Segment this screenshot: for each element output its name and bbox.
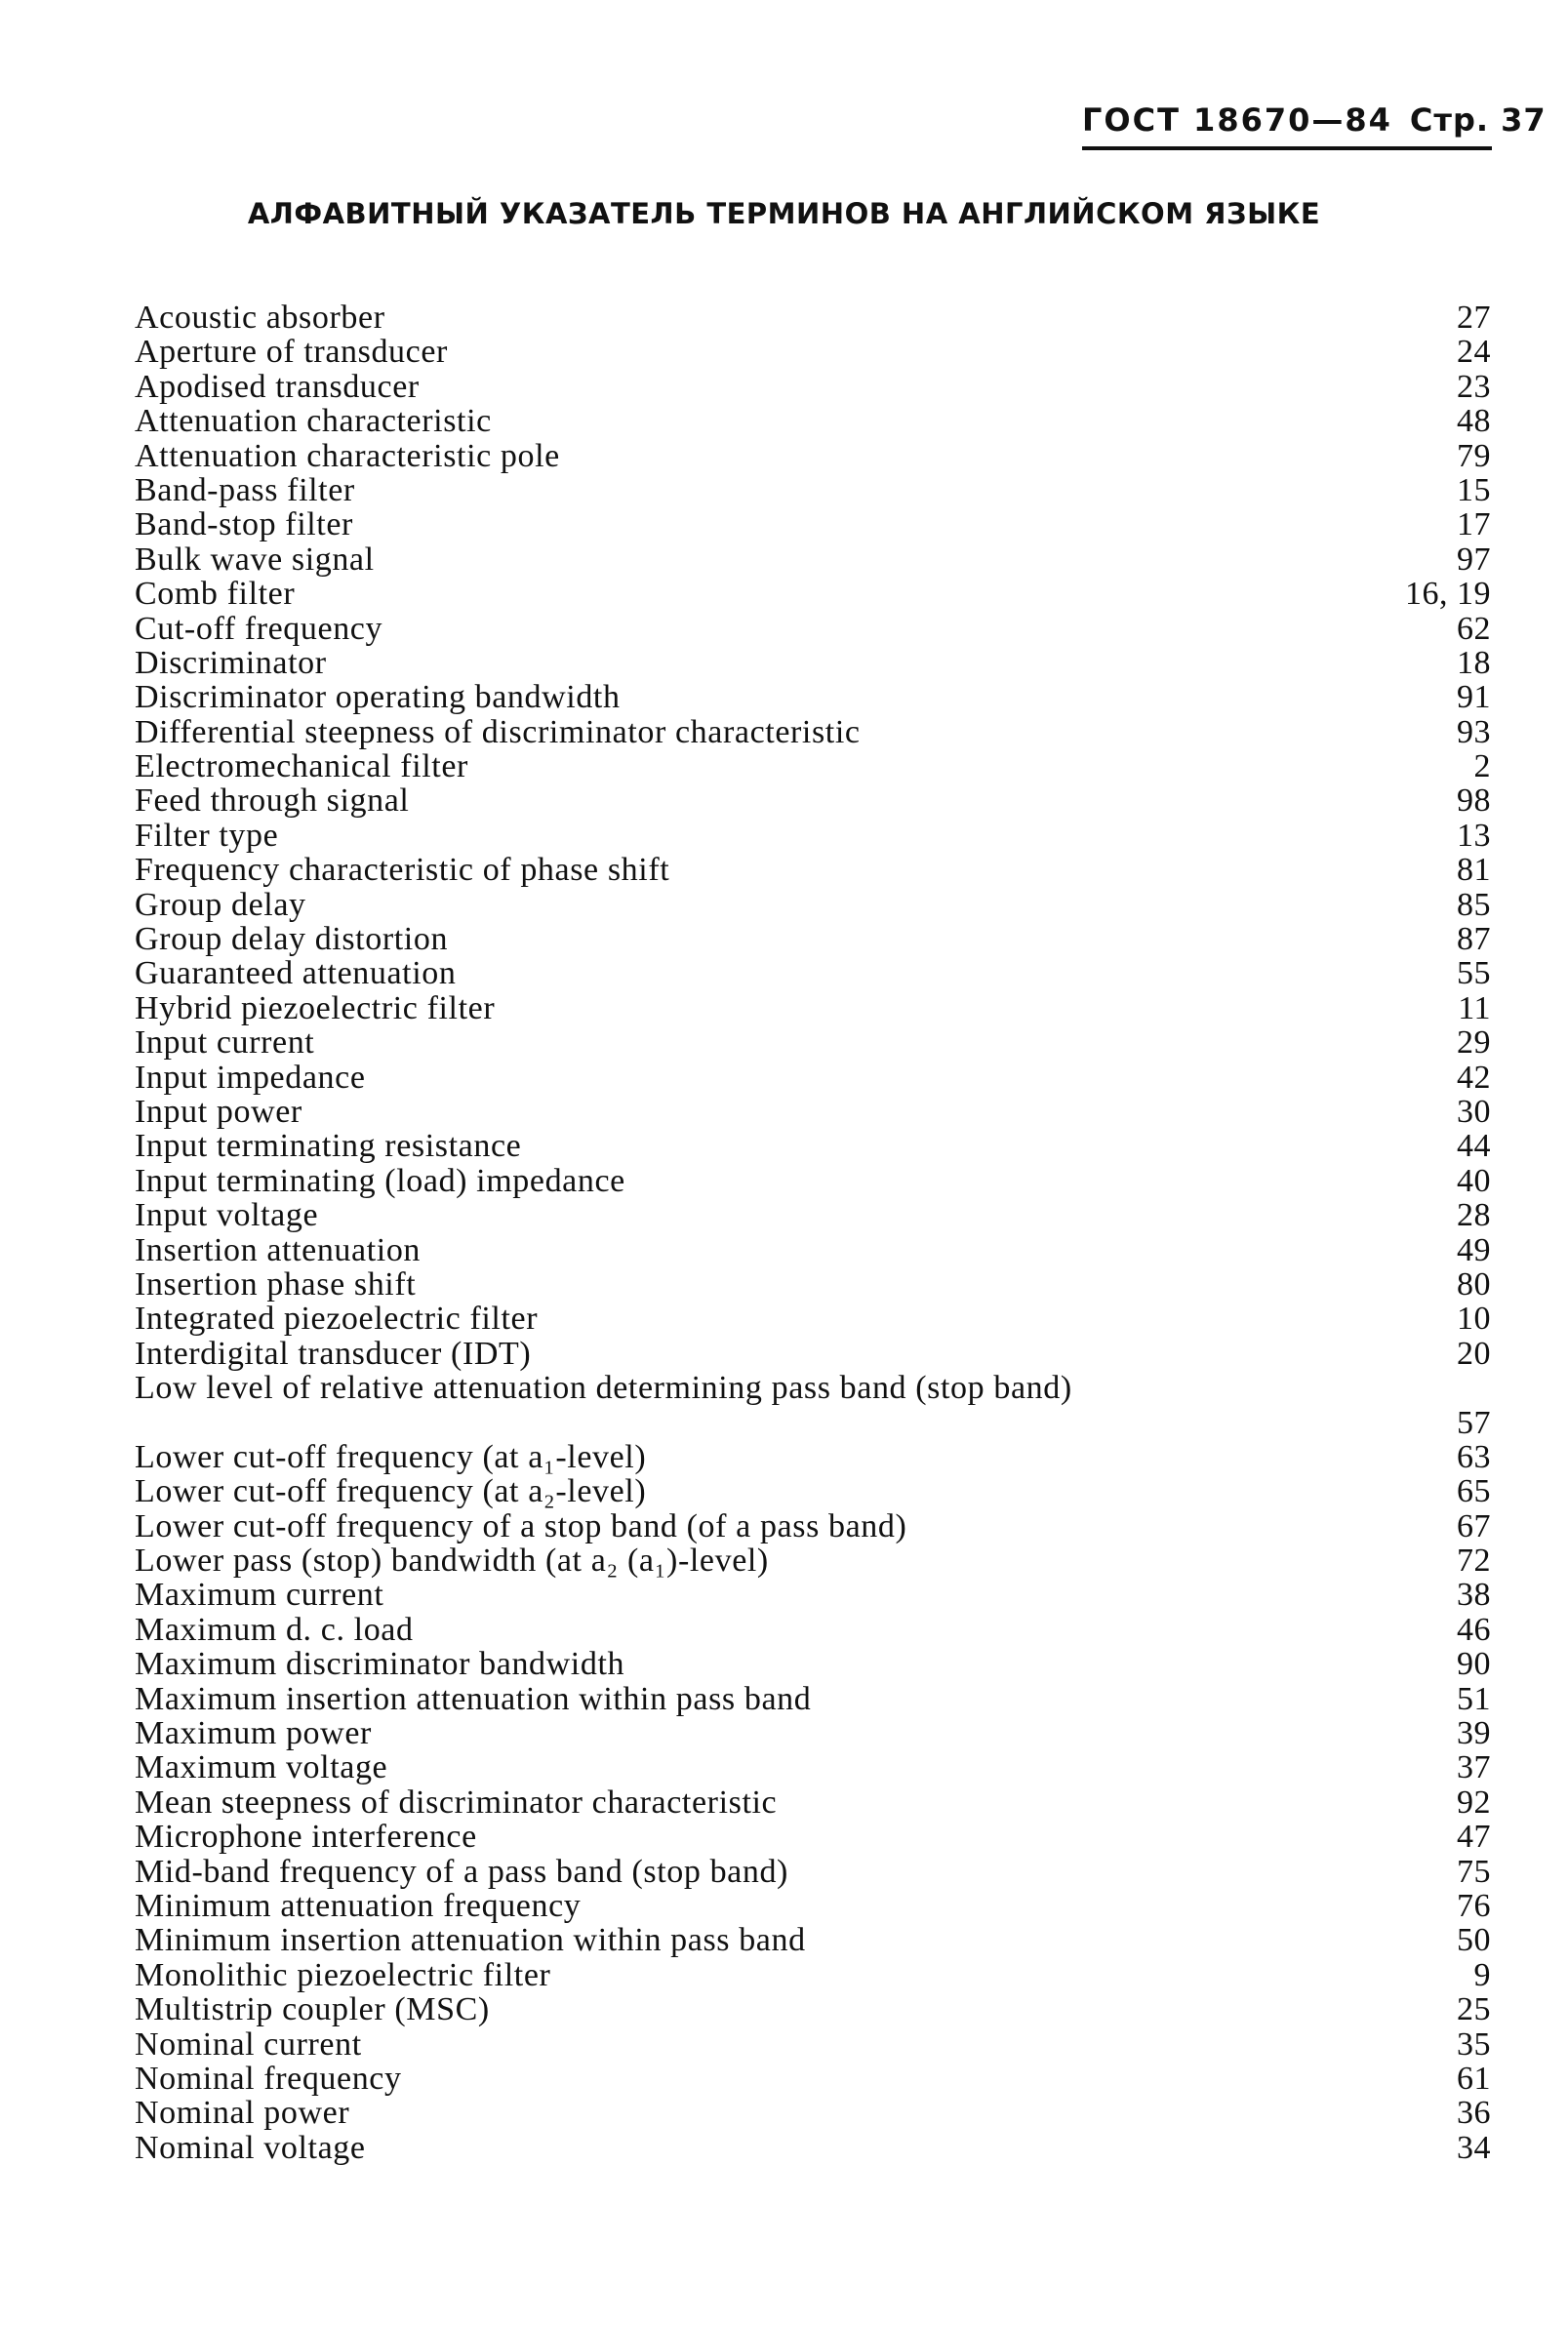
index-term-number: 55 xyxy=(1457,955,1491,992)
index-term-number: 72 xyxy=(1457,1543,1491,1580)
index-entry xyxy=(135,956,1491,990)
index-term-number: 20 xyxy=(1457,1335,1491,1372)
index-term: Nominal voltage xyxy=(135,2129,366,2166)
index-entry xyxy=(135,783,1491,818)
index-term: Microphone interference xyxy=(135,1819,477,1856)
index-term: Input terminating resistance xyxy=(135,1128,522,1165)
index-term-number: 61 xyxy=(1457,2060,1491,2097)
index-entry xyxy=(135,1578,1491,1612)
index-term: Discriminator xyxy=(135,644,327,681)
index-entry xyxy=(135,888,1491,922)
index-entry xyxy=(135,1440,1491,1474)
index-term-number: 30 xyxy=(1457,1093,1491,1130)
index-term: Hybrid piezoelectric filter xyxy=(135,989,496,1026)
index-term-number: 65 xyxy=(1457,1473,1491,1510)
index-term-number: 27 xyxy=(1457,299,1491,336)
index-term: Input impedance xyxy=(135,1059,366,1096)
index-term: Mid-band frequency of a pass band (stop band) xyxy=(135,1853,788,1890)
index-term-number: 16, 19 xyxy=(1405,576,1491,613)
index-term: Insertion phase shift xyxy=(135,1265,417,1303)
index-entry xyxy=(135,1233,1491,1267)
index-entry xyxy=(135,1509,1491,1543)
index-entry xyxy=(135,507,1491,541)
index-term: Mean steepness of discriminator characteristic xyxy=(135,1784,778,1821)
index-entry xyxy=(135,1302,1491,1336)
index-term-number: 36 xyxy=(1457,2095,1491,2132)
index-term-number: 25 xyxy=(1457,1991,1491,2028)
index-term-number: 42 xyxy=(1457,1059,1491,1096)
index-term-number: 93 xyxy=(1457,713,1491,750)
index-term: Minimum attenuation frequency xyxy=(135,1887,582,1924)
index-entry xyxy=(135,301,1491,335)
index-term-number: 49 xyxy=(1457,1231,1491,1268)
index-entry xyxy=(135,2131,1491,2165)
index-term-number: 46 xyxy=(1457,1611,1491,1648)
index-entry xyxy=(135,646,1491,680)
index-term: Maximum insertion attenuation within pass band xyxy=(135,1680,812,1717)
index-entry xyxy=(135,1820,1491,1854)
index-term: Nominal frequency xyxy=(135,2060,402,2097)
index-term: Frequency characteristic of phase shift xyxy=(135,852,670,889)
index-term-number: 10 xyxy=(1457,1301,1491,1338)
index-entry xyxy=(135,612,1491,646)
index-term-number: 98 xyxy=(1457,782,1491,820)
index-term: Interdigital transducer (IDT) xyxy=(135,1335,532,1372)
index-term-number: 37 xyxy=(1457,1749,1491,1786)
index-term-number: 38 xyxy=(1457,1577,1491,1614)
index-term-number: 67 xyxy=(1457,1507,1491,1544)
index-term-number: 34 xyxy=(1457,2129,1491,2166)
index-term: Lower cut-off frequency (at a₂-level) xyxy=(135,1473,647,1510)
index-term-number: 29 xyxy=(1457,1024,1491,1062)
index-term-number: 35 xyxy=(1457,2025,1491,2063)
index-term: Acoustic absorber xyxy=(135,300,385,336)
index-entry xyxy=(135,1267,1491,1302)
index-entry xyxy=(135,1061,1491,1095)
index-entry xyxy=(135,1785,1491,1820)
index-term: Monolithic piezoelectric filter xyxy=(135,1956,551,1993)
index-term-number: 47 xyxy=(1457,1819,1491,1856)
index-term-number: 40 xyxy=(1457,1162,1491,1199)
page-title: АЛФАВИТНЫЙ УКАЗАТЕЛЬ ТЕРМИНОВ НА АНГЛИЙСКОМ ЯЗЫКЕ xyxy=(247,197,1321,230)
index-term: Attenuation characteristic xyxy=(135,403,492,440)
index-term: Band-stop filter xyxy=(135,506,353,543)
index-entry xyxy=(135,2062,1491,2096)
index-term: Multistrip coupler (MSC) xyxy=(135,1991,490,2028)
index-entry xyxy=(135,1958,1491,1992)
index-entry xyxy=(135,1613,1491,1647)
term-index-list xyxy=(135,301,1491,2165)
index-term-number: 92 xyxy=(1457,1784,1491,1821)
index-term-number: 76 xyxy=(1457,1887,1491,1924)
index-term-number: 24 xyxy=(1457,334,1491,371)
standard-number: ГОСТ 18670—84 xyxy=(1082,101,1392,139)
index-term-number: 13 xyxy=(1457,817,1491,854)
index-term-number: 50 xyxy=(1457,1922,1491,1959)
index-term: Input terminating (load) impedance xyxy=(135,1162,625,1199)
index-term: Lower cut-off frequency of a stop band (of a pass band) xyxy=(135,1507,907,1544)
index-entry xyxy=(135,473,1491,507)
index-entry xyxy=(135,1025,1491,1060)
index-entry xyxy=(135,749,1491,783)
index-term: Low level of relative attenuation determining pass band (stop band) xyxy=(135,1370,1072,1407)
index-term-number: 44 xyxy=(1457,1128,1491,1165)
index-term-number: 11 xyxy=(1458,989,1491,1026)
index-term-number: 48 xyxy=(1457,403,1491,440)
index-term: Cut-off frequency xyxy=(135,610,383,647)
index-term: Maximum discriminator bandwidth xyxy=(135,1646,625,1683)
index-entry xyxy=(135,2096,1491,2130)
index-term-number: 28 xyxy=(1457,1197,1491,1234)
index-term: Integrated piezoelectric filter xyxy=(135,1301,539,1338)
index-entry xyxy=(135,1474,1491,1508)
index-entry xyxy=(135,1198,1491,1232)
index-term: Group delay distortion xyxy=(135,921,449,958)
index-term: Lower cut-off frequency (at a₁-level) xyxy=(135,1438,647,1475)
index-entry xyxy=(135,1095,1491,1129)
index-entry xyxy=(135,577,1491,611)
index-term: Band-pass filter xyxy=(135,471,355,508)
index-entry xyxy=(135,1855,1491,1889)
index-entry xyxy=(135,404,1491,438)
index-term: Group delay xyxy=(135,886,306,923)
index-term-number: 85 xyxy=(1457,886,1491,923)
index-term: Maximum power xyxy=(135,1715,372,1752)
page-number: Стр. 37 xyxy=(1409,101,1547,139)
index-entry xyxy=(135,2027,1491,2062)
index-term-number: 17 xyxy=(1457,506,1491,543)
index-entry xyxy=(135,819,1491,853)
index-term: Apodised transducer xyxy=(135,368,420,405)
index-term-number: 57 xyxy=(1457,1404,1491,1441)
index-term: Differential steepness of discriminator characteristic xyxy=(135,713,861,750)
index-entry xyxy=(135,680,1491,714)
index-term-number: 75 xyxy=(1457,1853,1491,1890)
index-entry xyxy=(135,1129,1491,1163)
index-term: Guaranteed attenuation xyxy=(135,955,457,992)
index-entry xyxy=(135,853,1491,887)
index-term: Filter type xyxy=(135,817,279,854)
index-term-number: 87 xyxy=(1457,921,1491,958)
index-term: Comb filter xyxy=(135,576,296,613)
index-entry xyxy=(135,1992,1491,2026)
index-entry xyxy=(135,1923,1491,1957)
index-term: Maximum d. c. load xyxy=(135,1611,414,1648)
page-header xyxy=(1082,101,1547,150)
index-term-number: 81 xyxy=(1457,852,1491,889)
index-term-number: 62 xyxy=(1457,610,1491,647)
index-term: Attenuation characteristic pole xyxy=(135,437,560,474)
index-term-number: 51 xyxy=(1457,1680,1491,1717)
index-term: Feed through signal xyxy=(135,782,410,820)
index-term-number: 90 xyxy=(1457,1646,1491,1683)
index-entry xyxy=(135,922,1491,956)
index-term-number: 2 xyxy=(1473,748,1491,785)
index-term-number: 39 xyxy=(1457,1715,1491,1752)
index-term: Discriminator operating bandwidth xyxy=(135,679,621,716)
index-term: Input power xyxy=(135,1093,302,1130)
index-entry xyxy=(135,335,1491,369)
index-entry xyxy=(135,439,1491,473)
index-entry xyxy=(135,991,1491,1025)
index-term: Nominal current xyxy=(135,2025,362,2063)
index-term: Electromechanical filter xyxy=(135,748,468,785)
index-term-number: 23 xyxy=(1457,368,1491,405)
index-entry xyxy=(135,1337,1491,1371)
index-term: Aperture of transducer xyxy=(135,334,448,371)
index-term: Bulk wave signal xyxy=(135,541,375,578)
index-term: Input voltage xyxy=(135,1197,319,1234)
index-term-number: 18 xyxy=(1457,644,1491,681)
index-entry xyxy=(135,1716,1491,1750)
index-entry xyxy=(135,1543,1491,1578)
index-term: Lower pass (stop) bandwidth (at a₂ (a₁)-level) xyxy=(135,1543,769,1580)
index-entry xyxy=(135,715,1491,749)
index-term-number: 79 xyxy=(1457,437,1491,474)
index-term-number: 63 xyxy=(1457,1438,1491,1475)
index-term: Input current xyxy=(135,1024,315,1062)
index-entry xyxy=(135,1371,1491,1440)
index-entry xyxy=(135,1647,1491,1681)
index-entry xyxy=(135,1164,1491,1198)
index-entry xyxy=(135,1889,1491,1923)
index-entry xyxy=(135,542,1491,577)
index-term-number: 9 xyxy=(1473,1956,1491,1993)
index-term: Maximum current xyxy=(135,1577,384,1614)
index-term-number: 91 xyxy=(1457,679,1491,716)
index-term-number: 97 xyxy=(1457,541,1491,578)
index-entry xyxy=(135,1750,1491,1784)
index-term: Minimum insertion attenuation within pass band xyxy=(135,1922,806,1959)
index-term-number: 15 xyxy=(1457,471,1491,508)
index-term: Maximum voltage xyxy=(135,1749,388,1786)
index-entry xyxy=(135,370,1491,404)
index-term: Nominal power xyxy=(135,2095,350,2132)
index-term: Insertion attenuation xyxy=(135,1231,422,1268)
index-entry xyxy=(135,1682,1491,1716)
index-term-number: 80 xyxy=(1457,1265,1491,1303)
